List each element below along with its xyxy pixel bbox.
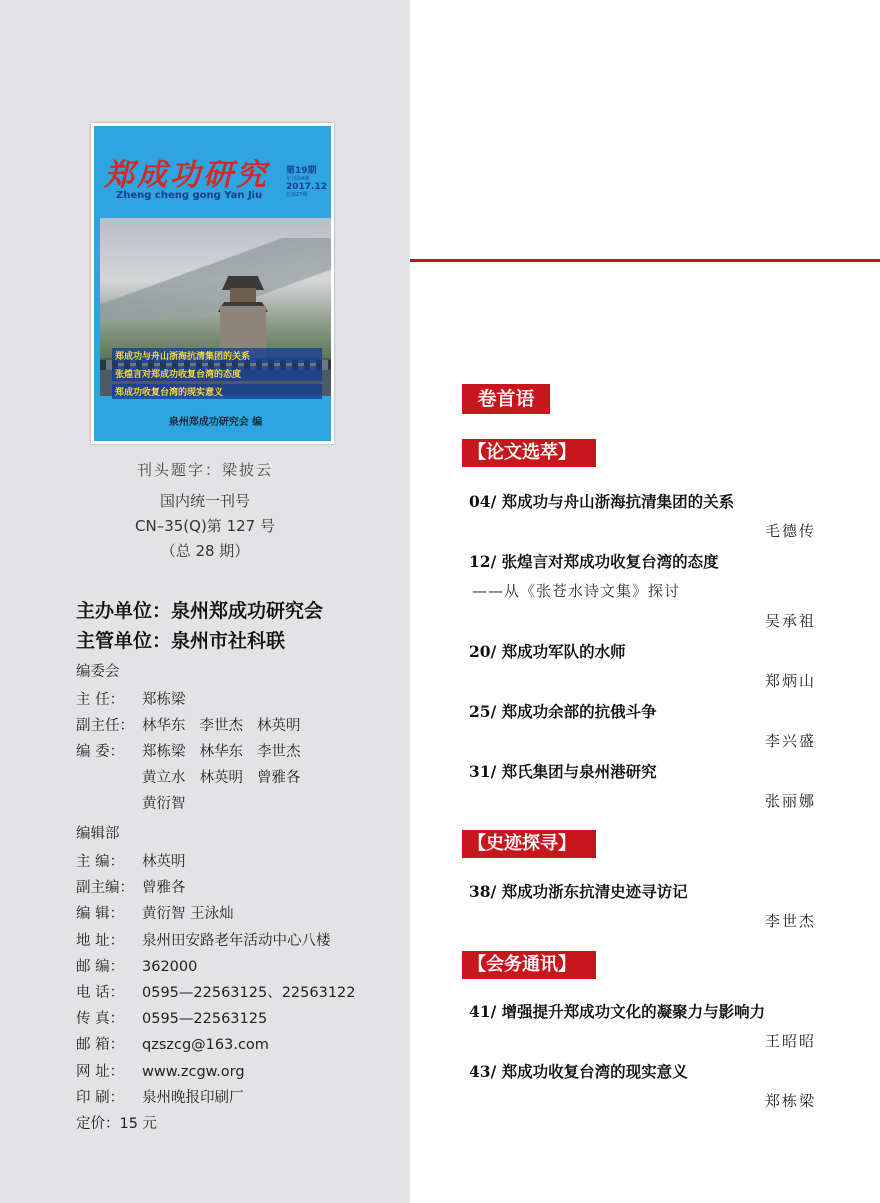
article-author: 张丽娜 bbox=[764, 792, 816, 810]
cover-issue-info bbox=[286, 166, 331, 198]
row-label: 定价： bbox=[76, 1116, 120, 1132]
editorial-row bbox=[76, 981, 370, 1002]
preface-heading: 卷首语 bbox=[462, 384, 550, 414]
article-author: 郑炳山 bbox=[764, 672, 816, 690]
row-value: 362000 bbox=[142, 958, 198, 975]
row-value: 林英明 bbox=[199, 770, 243, 786]
article-title: 郑成功收复台湾的现实意义 bbox=[501, 1063, 688, 1081]
row-label: 地 址： bbox=[76, 932, 125, 949]
page-number: 38/ bbox=[469, 882, 497, 901]
serial-label: 国内统一刊号 bbox=[159, 492, 250, 510]
cover-headlines bbox=[112, 348, 322, 402]
toc-entry[interactable] bbox=[469, 640, 626, 662]
toc-entry[interactable] bbox=[469, 760, 657, 782]
editorial-row bbox=[76, 1112, 171, 1133]
row-label: 电 话： bbox=[76, 985, 125, 1001]
row-label: 印 刷： bbox=[76, 1089, 125, 1106]
row-value: 0595—22563125 bbox=[142, 1011, 268, 1028]
page-number: 04/ bbox=[469, 492, 497, 511]
committee-members-row bbox=[76, 740, 315, 761]
committee-vice-row bbox=[76, 714, 315, 735]
toc-entry[interactable] bbox=[469, 1060, 688, 1082]
cover-title: 郑成功研究 bbox=[104, 158, 269, 193]
article-subtitle: ——从《张苍水诗文集》探讨 bbox=[472, 582, 681, 600]
editorial-row bbox=[76, 850, 200, 871]
row-value: qzszcg@163.com bbox=[142, 1037, 269, 1054]
row-label: 编 委： bbox=[76, 744, 125, 760]
row-value: 黄衍智 王泳灿 bbox=[142, 906, 234, 923]
page-number: 41/ bbox=[469, 1002, 497, 1021]
article-author: 吴承祖 bbox=[764, 612, 816, 630]
row-label: 邮 箱： bbox=[76, 1037, 125, 1054]
row-value: 0595—22563125、22563122 bbox=[142, 985, 356, 1001]
section-heading-news: 【会务通讯】 bbox=[462, 951, 596, 979]
magazine-cover-image bbox=[91, 123, 334, 444]
committee-members-row bbox=[76, 766, 315, 787]
cover-issue-small2: 总第27期 bbox=[286, 192, 308, 198]
cover-issue-date: 2017.12 bbox=[286, 182, 327, 192]
article-author: 王昭昭 bbox=[764, 1032, 816, 1050]
row-value: 曾雅各 bbox=[142, 880, 186, 897]
article-title: 张煌言对郑成功收复台湾的态度 bbox=[501, 553, 719, 571]
page-number: 12/ bbox=[469, 552, 497, 571]
calligraphy-credit: 刊头题字：梁披云 bbox=[136, 461, 273, 479]
article-title: 郑成功余部的抗俄斗争 bbox=[501, 703, 657, 721]
row-label: 副主编： bbox=[76, 880, 134, 897]
page-number: 43/ bbox=[469, 1062, 497, 1081]
editorial-row bbox=[76, 902, 248, 923]
cover-headline: 张煌言对郑成功收复台湾的态度 bbox=[112, 366, 322, 381]
article-author: 毛德传 bbox=[764, 522, 816, 540]
section-heading-history: 【史迹探寻】 bbox=[462, 830, 596, 858]
toc-entry[interactable] bbox=[469, 550, 719, 572]
article-title: 郑成功与舟山浙海抗清集团的关系 bbox=[501, 493, 735, 511]
article-title: 郑氏集团与泉州港研究 bbox=[501, 763, 657, 781]
row-value: 李世杰 bbox=[199, 718, 243, 734]
article-author: 李兴盛 bbox=[764, 732, 816, 750]
left-panel bbox=[0, 0, 410, 1203]
editorial-row bbox=[76, 1033, 283, 1054]
article-title: 增强提升郑成功文化的凝聚力与影响力 bbox=[501, 1003, 766, 1021]
total-issue: （总 28 期） bbox=[160, 542, 250, 560]
row-value: 李世杰 bbox=[257, 744, 301, 760]
article-title: 郑成功浙东抗清史迹寻访记 bbox=[501, 883, 688, 901]
row-value: 曾雅各 bbox=[257, 770, 301, 786]
page-number: 25/ bbox=[469, 702, 497, 721]
cover-issue-label: 第19期 bbox=[286, 166, 317, 176]
row-value: 郑栋梁 bbox=[142, 744, 186, 760]
editorial-row bbox=[76, 1060, 259, 1081]
cover-headline: 郑成功与舟山浙海抗清集团的关系 bbox=[112, 348, 322, 363]
article-title: 郑成功军队的水师 bbox=[501, 643, 626, 661]
editorial-row bbox=[76, 955, 211, 976]
row-label: 邮 编： bbox=[76, 958, 125, 975]
committee-director-row bbox=[76, 688, 200, 709]
top-rule bbox=[410, 259, 880, 262]
page-number: 31/ bbox=[469, 762, 497, 781]
row-label: 副主任： bbox=[76, 718, 134, 734]
row-value: 林华东 bbox=[199, 744, 243, 760]
editorial-row bbox=[76, 1007, 281, 1028]
committee-heading: 编委会 bbox=[76, 664, 120, 680]
row-value: 泉州田安路老年活动中心八楼 bbox=[142, 932, 331, 949]
row-label: 主 任： bbox=[76, 692, 125, 708]
row-value: 泉州晚报印刷厂 bbox=[142, 1089, 244, 1106]
editorial-heading: 编辑部 bbox=[76, 826, 120, 842]
row-value: 黄立水 bbox=[142, 770, 186, 786]
section-heading-papers: 【论文选萃】 bbox=[462, 439, 596, 467]
row-value: 林英明 bbox=[257, 718, 301, 734]
host-organization: 主办单位：泉州郑成功研究会 bbox=[76, 600, 324, 622]
cover-pinyin: Zheng cheng gong Yan Jiu bbox=[116, 190, 263, 201]
row-label: 传 真： bbox=[76, 1011, 125, 1028]
cover-issue-small1: 年刊第4期 bbox=[286, 176, 310, 182]
cover-publisher: 泉州郑成功研究会 编 bbox=[168, 417, 263, 428]
cover-headline: 郑成功收复台湾的现实意义 bbox=[112, 384, 322, 399]
supervising-organization: 主管单位：泉州市社科联 bbox=[76, 630, 286, 652]
toc-entry[interactable] bbox=[469, 1000, 765, 1022]
toc-entry[interactable] bbox=[469, 880, 688, 902]
committee-members-row bbox=[76, 792, 200, 813]
row-value: 黄衍智 bbox=[142, 796, 186, 812]
editorial-row bbox=[76, 1086, 258, 1107]
row-label: 编 辑： bbox=[76, 906, 125, 923]
toc-entry[interactable] bbox=[469, 700, 657, 722]
row-value: 林华东 bbox=[142, 718, 186, 734]
page-number: 20/ bbox=[469, 642, 497, 661]
article-author: 李世杰 bbox=[764, 912, 816, 930]
row-value: 15 元 bbox=[119, 1116, 158, 1132]
row-label: 网 址： bbox=[76, 1063, 125, 1080]
row-label: 主 编： bbox=[76, 854, 125, 870]
editorial-row bbox=[76, 929, 345, 950]
mountain-shape bbox=[100, 238, 331, 318]
serial-number: CN–35(Q)第 127 号 bbox=[135, 517, 275, 535]
toc-entry[interactable] bbox=[469, 490, 734, 512]
editorial-row bbox=[76, 876, 200, 897]
row-value: 郑栋梁 bbox=[142, 692, 186, 708]
article-author: 郑栋梁 bbox=[764, 1092, 816, 1110]
row-value: www.zcgw.org bbox=[142, 1063, 245, 1080]
row-value: 林英明 bbox=[142, 854, 186, 870]
